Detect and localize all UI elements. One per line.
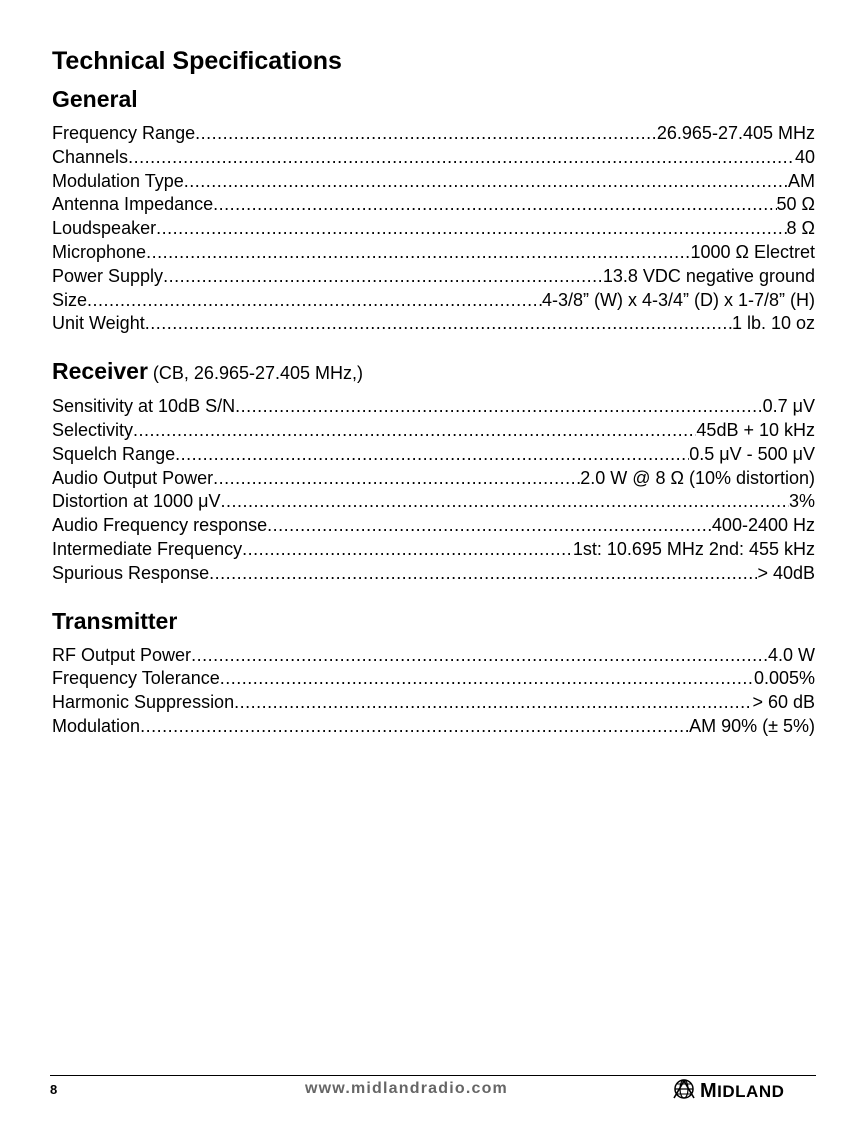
dot-leader (145, 312, 732, 336)
spec-page (52, 44, 815, 739)
spec-value: > 40dB (757, 562, 815, 583)
spec-label: Modulation Type (52, 170, 184, 191)
spec-value: 8 Ω (786, 218, 815, 239)
dot-leader (140, 715, 689, 739)
spec-row (52, 691, 815, 715)
spec-row (52, 419, 815, 443)
spec-row (52, 644, 815, 668)
spec-label: Spurious Response (52, 562, 210, 583)
spec-row (52, 289, 815, 313)
spec-row (52, 265, 815, 289)
general-heading-text: General (52, 86, 138, 112)
dot-leader (220, 667, 754, 691)
spec-value: > 60 dB (752, 692, 815, 713)
dot-leader (87, 289, 542, 313)
dot-leader (267, 514, 712, 538)
logo-initial: M (700, 1080, 718, 1102)
spec-value: 3% (788, 491, 815, 512)
spec-row (52, 538, 815, 562)
footer-divider (50, 1075, 816, 1076)
spec-row (52, 490, 815, 514)
spec-label: Size (52, 289, 88, 310)
spec-value: 26.965-27.405 MHz (656, 123, 815, 143)
spec-value: 400-2400 Hz (711, 515, 815, 536)
general-spec-list (52, 122, 815, 336)
dot-leader (128, 146, 795, 170)
spec-row (52, 514, 815, 538)
spec-row (52, 667, 815, 691)
spec-row (52, 443, 815, 467)
page-number: 8 (50, 1082, 58, 1097)
dot-leader (156, 217, 786, 241)
spec-row (52, 217, 815, 241)
dot-leader (175, 443, 689, 467)
spec-value: 1 lb. 10 oz (731, 313, 815, 334)
spec-value: 1000 Ω Electret (690, 241, 815, 262)
dot-leader (213, 467, 580, 491)
spec-label: Unit Weight (52, 313, 145, 334)
spec-row (52, 312, 815, 336)
transmitter-spec-list (52, 644, 815, 739)
spec-label: Squelch Range (52, 443, 176, 464)
dot-leader (234, 691, 752, 715)
page-title: Technical Specifications (52, 47, 342, 75)
globe-icon (672, 1078, 696, 1105)
logo-rest: IDLAND (717, 1082, 785, 1101)
spec-label: Intermediate Frequency (52, 538, 243, 559)
spec-value: 2.0 W @ 8 Ω (10% distortion) (580, 467, 815, 488)
spec-value: 0.7 μV (762, 396, 815, 417)
dot-leader (133, 419, 696, 443)
dot-leader (242, 538, 573, 562)
spec-label: Audio Output Power (52, 467, 214, 488)
dot-leader (184, 170, 788, 194)
spec-label: Sensitivity at 10dB S/N (52, 396, 236, 417)
spec-value: 13.8 VDC negative ground (602, 265, 815, 286)
spec-label: Modulation (52, 715, 141, 736)
spec-value: AM 90% (± 5%) (689, 715, 815, 736)
spec-row (52, 122, 815, 146)
logo-wordmark (700, 1080, 784, 1103)
transmitter-heading-text: Transmitter (52, 607, 178, 634)
dot-leader (235, 395, 763, 419)
spec-value: 0.5 μV - 500 μV (689, 443, 815, 464)
spec-label: Distortion at 1000 μV (52, 491, 221, 512)
receiver-heading-text: Receiver (52, 358, 148, 385)
spec-value: 50 Ω (776, 194, 815, 215)
dot-leader (163, 265, 603, 289)
receiver-spec-list (52, 395, 815, 585)
spec-value: 4.0 W (767, 644, 815, 665)
website-url: www.midlandradio.com (305, 1080, 508, 1097)
dot-leader (209, 562, 757, 586)
spec-row (52, 715, 815, 739)
receiver-subheading: (CB, 26.965-27.405 MHz,) (147, 363, 364, 384)
receiver-heading (52, 356, 815, 388)
spec-row (52, 395, 815, 419)
spec-row (52, 146, 815, 170)
spec-label: Selectivity (52, 419, 134, 440)
spec-label: RF Output Power (52, 644, 192, 665)
spec-label: Frequency Range (52, 123, 196, 143)
spec-row (52, 562, 815, 586)
spec-label: Channels (52, 146, 129, 167)
spec-value: 4-3/8” (W) x 4-3/4” (D) x 1-7/8” (H) (541, 289, 815, 310)
spec-value: 45dB + 10 kHz (696, 419, 815, 440)
spec-label: Audio Frequency response (52, 515, 268, 536)
spec-row (52, 193, 815, 217)
spec-value: 1st: 10.695 MHz 2nd: 455 kHz (572, 538, 815, 559)
spec-value: 40 (794, 146, 815, 167)
spec-value: AM (788, 170, 815, 191)
spec-label: Antenna Impedance (52, 194, 214, 215)
dot-leader (146, 241, 690, 265)
spec-row (52, 170, 815, 194)
general-heading (52, 84, 815, 114)
dot-leader (195, 122, 657, 146)
spec-label: Frequency Tolerance (52, 668, 220, 689)
spec-label: Harmonic Suppression (52, 692, 235, 713)
midland-logo (672, 1078, 784, 1105)
transmitter-heading (52, 606, 815, 636)
dot-leader (213, 193, 776, 217)
spec-label: Loudspeaker (52, 218, 157, 239)
spec-label: Microphone (52, 241, 147, 262)
spec-row (52, 241, 815, 265)
dot-leader (220, 490, 789, 514)
dot-leader (191, 644, 768, 668)
spec-label: Power Supply (52, 265, 164, 286)
spec-value: 0.005% (753, 668, 815, 689)
spec-row (52, 467, 815, 491)
